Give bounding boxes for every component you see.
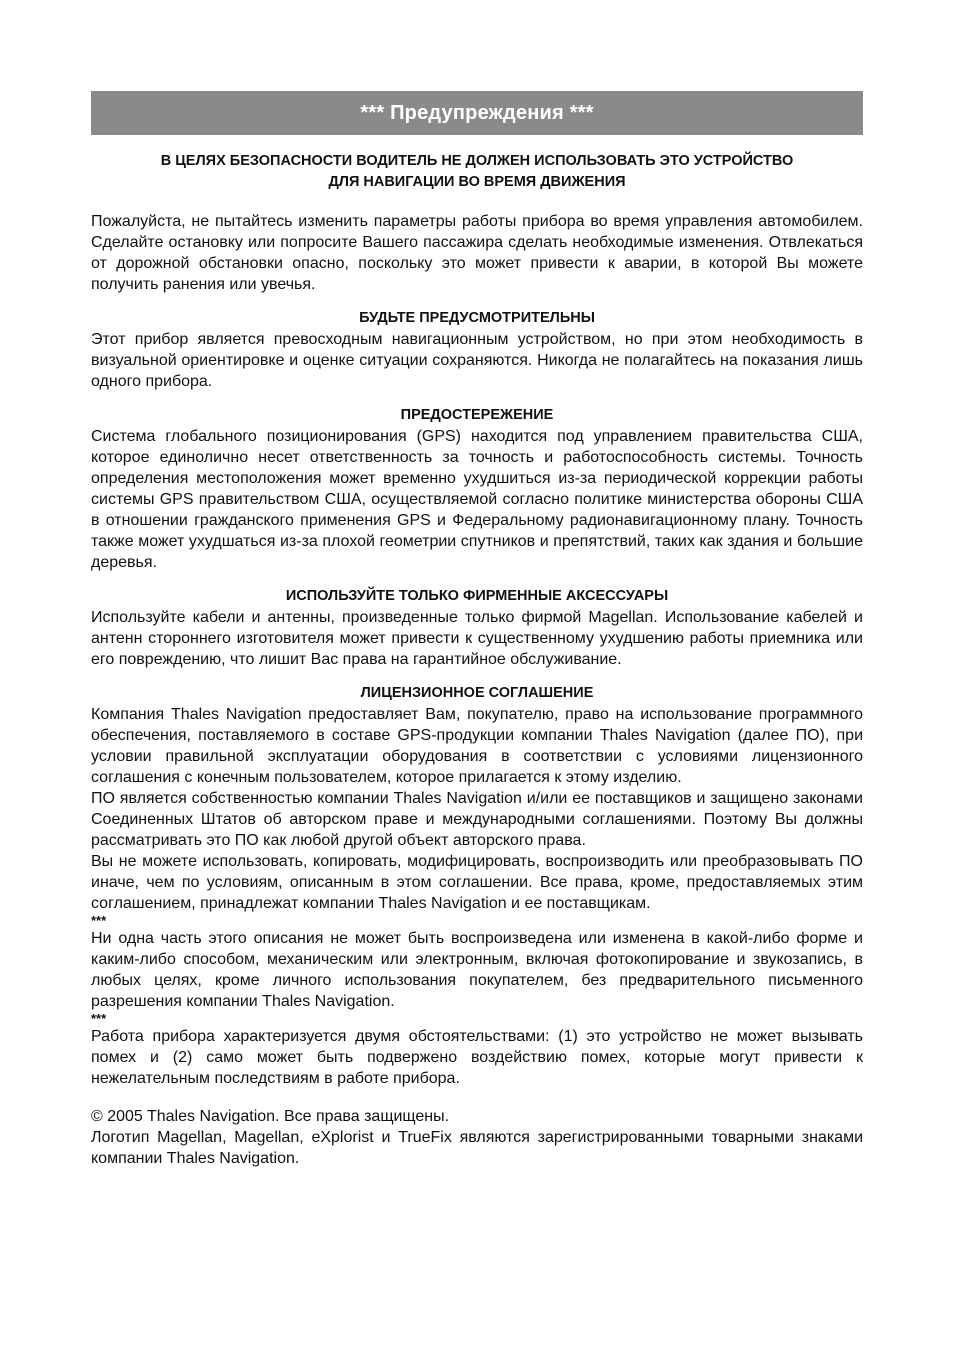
trademarks-line: Логотип Magellan, Magellan, eXplorist и TrueFix являются зарегистрированными товарными знаками компании Thales Navigation. bbox=[91, 1129, 863, 1167]
safety-lead-heading bbox=[91, 151, 863, 193]
lead-line-2: ДЛЯ НАВИГАЦИИ ВО ВРЕМЯ ДВИЖЕНИЯ bbox=[328, 174, 626, 190]
warnings-banner bbox=[91, 91, 863, 135]
license-paragraph-1: Компания Thales Navigation предоставляет Вам, покупателю, право на использование программного обеспечения, поставляемого в составе GPS-продукции компании Thales Navigation (далее ПО), при условии правильной эксплуатации оборудования в соответствии с условиями лицензионного соглашения с конечным пользователем, которое прилагается к этому изделию. bbox=[91, 706, 863, 786]
license-heading: ЛИЦЕНЗИОННОЕ СОГЛАШЕНИЕ bbox=[360, 685, 594, 701]
careful-paragraph: Этот прибор является превосходным навигационным устройством, но при этом необходимость в визуальной ориентировке и оценке ситуации сохраняются. Никогда не полагайтесь на показания лишь одного прибора. bbox=[91, 331, 863, 390]
separator-stars-2: *** bbox=[91, 1011, 107, 1026]
caution-heading: ПРЕДОСТЕРЕЖЕНИЕ bbox=[400, 407, 554, 423]
intro-paragraph: Пожалуйста, не пытайтесь изменить параметры работы прибора во время управления автомобилем. Сделайте остановку или попросите Вашего пассажира сделать необходимые изменения. Отвлекаться от дорожной обстановки опасно, поскольку это может привести к аварии, в которой Вы можете получить ранения или увечья. bbox=[91, 213, 863, 293]
license-paragraph-5: Работа прибора характеризуется двумя обстоятельствами: (1) это устройство не может вызывать помех и (2) само может быть подвержено воздействию помех, которые могут привести к нежелательным последствиям в работе прибора. bbox=[91, 1028, 863, 1087]
document-page bbox=[91, 91, 863, 1169]
license-paragraph-2: ПО является собственностью компании Thales Navigation и/или ее поставщиков и защищено законами Соединенных Штатов об авторском праве и международными соглашениями. Поэтому Вы должны рассматривать это ПО как любой другой объект авторского права. bbox=[91, 790, 863, 849]
banner-title: *** Предупреждения *** bbox=[360, 101, 594, 124]
copyright-line: © 2005 Thales Navigation. Все права защищены. bbox=[91, 1108, 450, 1125]
lead-line-1: В ЦЕЛЯХ БЕЗОПАСНОСТИ ВОДИТЕЛЬ НЕ ДОЛЖЕН ИСПОЛЬЗОВАТЬ ЭТО УСТРОЙСТВО bbox=[160, 153, 794, 169]
accessories-paragraph: Используйте кабели и антенны, произведенные только фирмой Magellan. Использование кабелей и антенн стороннего изготовителя может привести к существенному ухудшению работы приемника или его повреждению, что лишит Вас права на гарантийное обслуживание. bbox=[91, 609, 863, 668]
separator-stars-1: *** bbox=[91, 913, 107, 928]
accessories-heading: ИСПОЛЬЗУЙТЕ ТОЛЬКО ФИРМЕННЫЕ АКСЕССУАРЫ bbox=[285, 588, 669, 604]
caution-paragraph: Система глобального позиционирования (GPS) находится под управлением правительства США, которое единолично несет ответственность за точность и работоспособность системы. Точность определения местоположения может временно ухудшиться из-за периодической коррекции работы системы GPS правительством США, осуществляемой согласно политике министерства обороны США в отношении гражданского применения GPS и Федеральному радионавигационному плану. Точность также может ухудшаться из-за плохой геометрии спутников и препятствий, таких как здания и большие деревья. bbox=[91, 428, 863, 571]
careful-heading: БУДЬТЕ ПРЕДУСМОТРИТЕЛЬНЫ bbox=[359, 310, 595, 326]
license-paragraph-3: Вы не можете использовать, копировать, модифицировать, воспроизводить или преобразовывать ПО иначе, чем по условиям, описанным в этом соглашении. Все права, кроме, предоставляемых этим соглашением, принадлежат компании Thales Navigation и ее поставщикам. bbox=[91, 853, 863, 912]
license-paragraph-4: Ни одна часть этого описания не может быть воспроизведена или изменена в какой-либо форме и каким-либо способом, механическим или электронным, включая фотокопирование и звукозапись, в любых целях, кроме личного использования покупателем, без предварительного письменного разрешения компании Thales Navigation. bbox=[91, 930, 863, 1010]
